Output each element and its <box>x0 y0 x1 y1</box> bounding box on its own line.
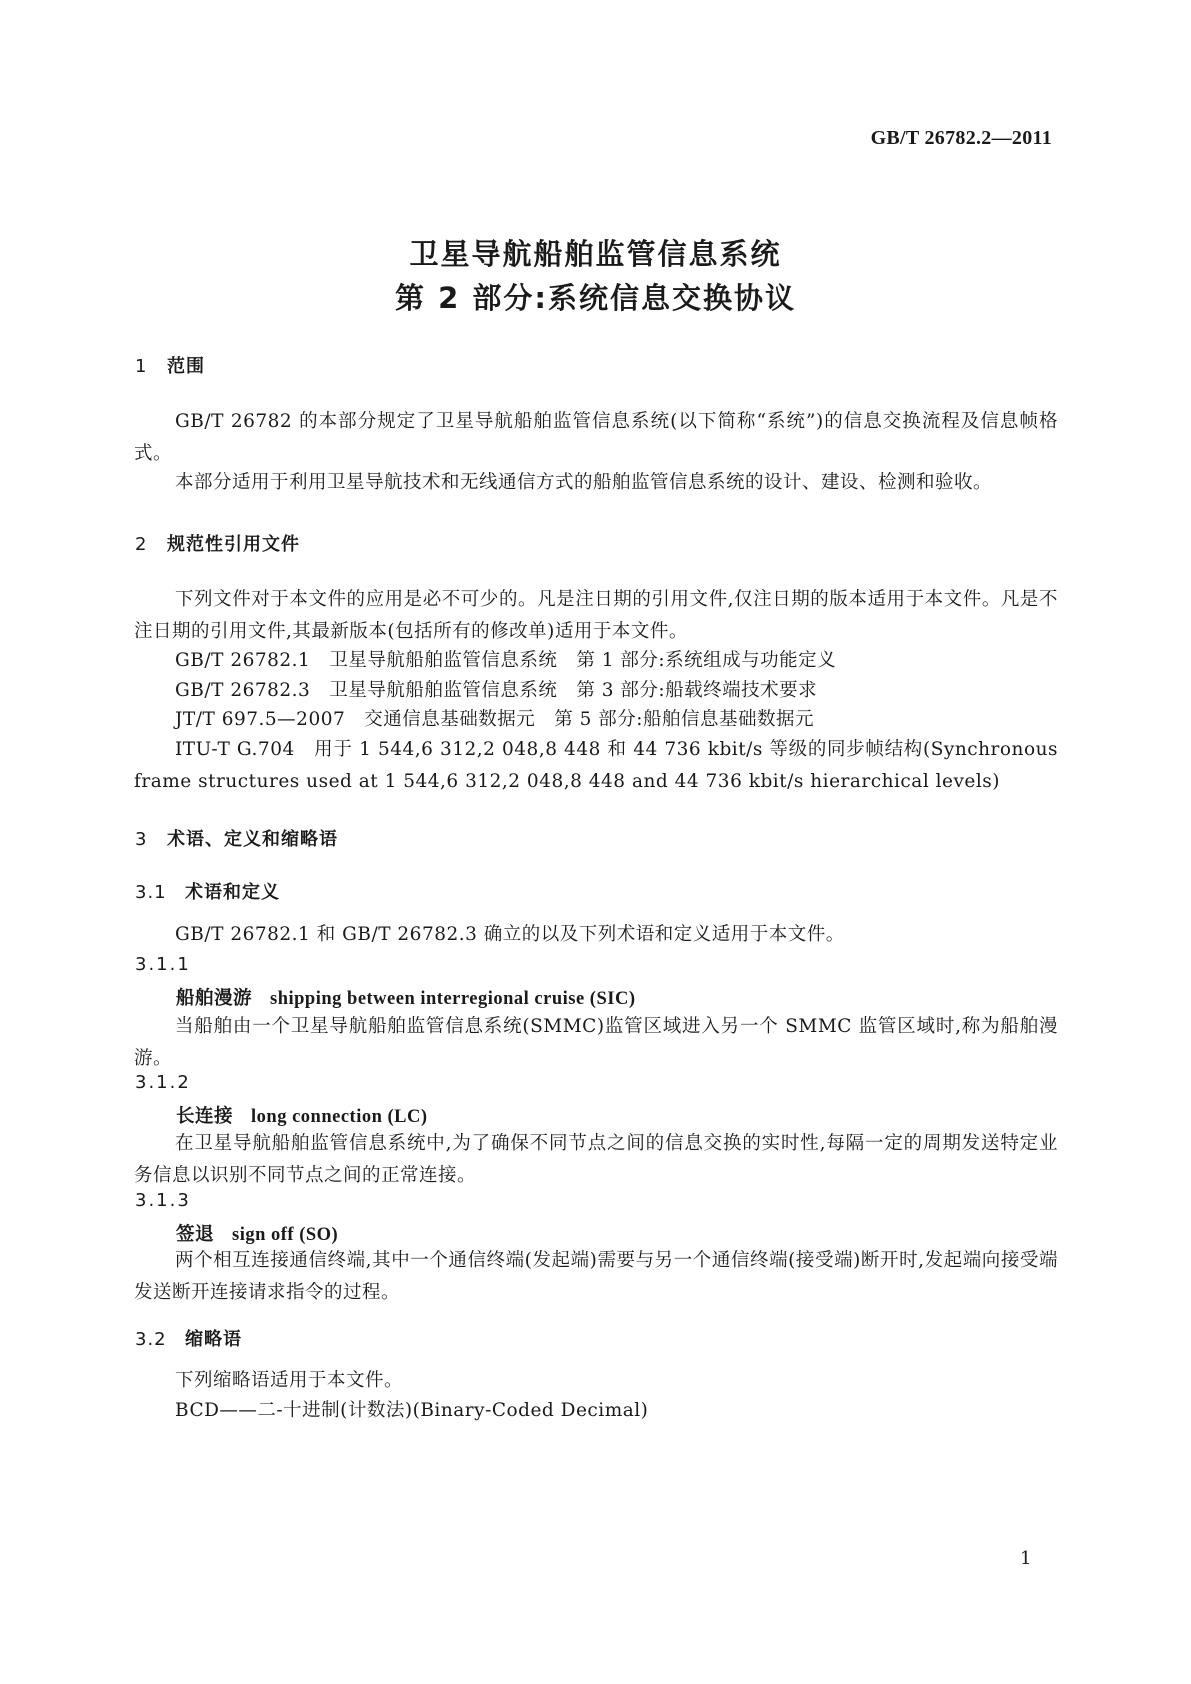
section-3-1-paragraph: GB/T 26782.1 和 GB/T 26782.3 确立的以及下列术语和定义适用于本文件。 <box>175 924 845 945</box>
page-number: 1 <box>1020 1548 1032 1569</box>
reference-item: GB/T 26782.3 卫星导航船舶监管信息系统 第 3 部分:船载终端技术要求 <box>175 680 818 701</box>
section-title: 规范性引用文件 <box>167 534 300 555</box>
term-chinese: 长连接 <box>176 1106 234 1127</box>
term-english: long connection (LC) <box>251 1107 428 1127</box>
section-number: 2 <box>135 534 148 555</box>
section-1-heading <box>135 352 205 378</box>
section-number: 3 <box>135 829 148 850</box>
section-2-heading <box>135 530 300 556</box>
section-1-paragraph-1: GB/T 26782 的本部分规定了卫星导航船舶监管信息系统(以下简称“系统”)的信息交换流程及信息帧格式。 <box>134 411 1058 464</box>
term-definition: 当船舶由一个卫星导航船舶监管信息系统(SMMC)监管区域进入另一个 SMMC 监管区域时,称为船舶漫游。 <box>134 1016 1058 1069</box>
section-3-2-heading <box>135 1325 242 1351</box>
section-3-heading <box>135 825 338 851</box>
section-title: 范围 <box>167 356 205 377</box>
term-english: sign off (SO) <box>232 1225 339 1245</box>
section-number: 1 <box>135 356 148 377</box>
term-number: 3.1.2 <box>135 1072 191 1093</box>
term-definition: 在卫星导航船舶监管信息系统中,为了确保不同节点之间的信息交换的实时性,每隔一定的周期发送特定业务信息以识别不同节点之间的正常连接。 <box>134 1133 1058 1186</box>
document-title-line-1: 卫星导航船舶监管信息系统 <box>409 237 782 271</box>
section-title: 缩略语 <box>185 1329 242 1350</box>
section-title: 术语、定义和缩略语 <box>167 829 338 850</box>
term-number: 3.1.1 <box>135 954 191 975</box>
document-title-line-2: 第 2 部分:系统信息交换协议 <box>395 281 796 315</box>
term-definition: 两个相互连接通信终端,其中一个通信终端(发起端)需要与另一个通信终端(接受端)断开时,发起端向接受端发送断开连接请求指令的过程。 <box>134 1250 1058 1303</box>
term-chinese: 签退 <box>176 1224 215 1245</box>
reference-item: JT/T 697.5—2007 交通信息基础数据元 第 5 部分:船舶信息基础数据元 <box>175 709 815 730</box>
section-2-paragraph-1: 下列文件对于本文件的应用是必不可少的。凡是注日期的引用文件,仅注日期的版本适用于本文件。凡是不注日期的引用文件,其最新版本(包括所有的修改单)适用于本文件。 <box>134 589 1058 642</box>
section-number: 3.1 <box>135 882 167 903</box>
section-number: 3.2 <box>135 1329 167 1350</box>
abbreviation-item: BCD——二-十进制(计数法)(Binary-Coded Decimal) <box>175 1400 649 1421</box>
term-title <box>176 984 635 1010</box>
reference-item: GB/T 26782.1 卫星导航船舶监管信息系统 第 1 部分:系统组成与功能定义 <box>175 650 837 671</box>
section-3-2-paragraph: 下列缩略语适用于本文件。 <box>175 1370 404 1391</box>
reference-item: ITU-T G.704 用于 1 544,6 312,2 048,8 448 和 44 736 kbit/s 等级的同步帧结构(Synchronous frame structures used at 1 544,6 312,2 048,8 448 and 44 736 kbit/s hierarchical levels) <box>134 739 1058 792</box>
section-3-1-heading <box>135 878 280 904</box>
term-english: shipping between interregional cruise (SIC) <box>270 989 636 1009</box>
term-title <box>176 1220 338 1246</box>
term-title <box>176 1102 428 1128</box>
term-chinese: 船舶漫游 <box>176 988 253 1009</box>
standard-code: GB/T 26782.2—2011 <box>870 127 1052 149</box>
term-number: 3.1.3 <box>135 1190 191 1211</box>
section-1-paragraph-2: 本部分适用于利用卫星导航技术和无线通信方式的船舶监管信息系统的设计、建设、检测和验收。 <box>175 472 993 493</box>
section-title: 术语和定义 <box>185 882 280 903</box>
